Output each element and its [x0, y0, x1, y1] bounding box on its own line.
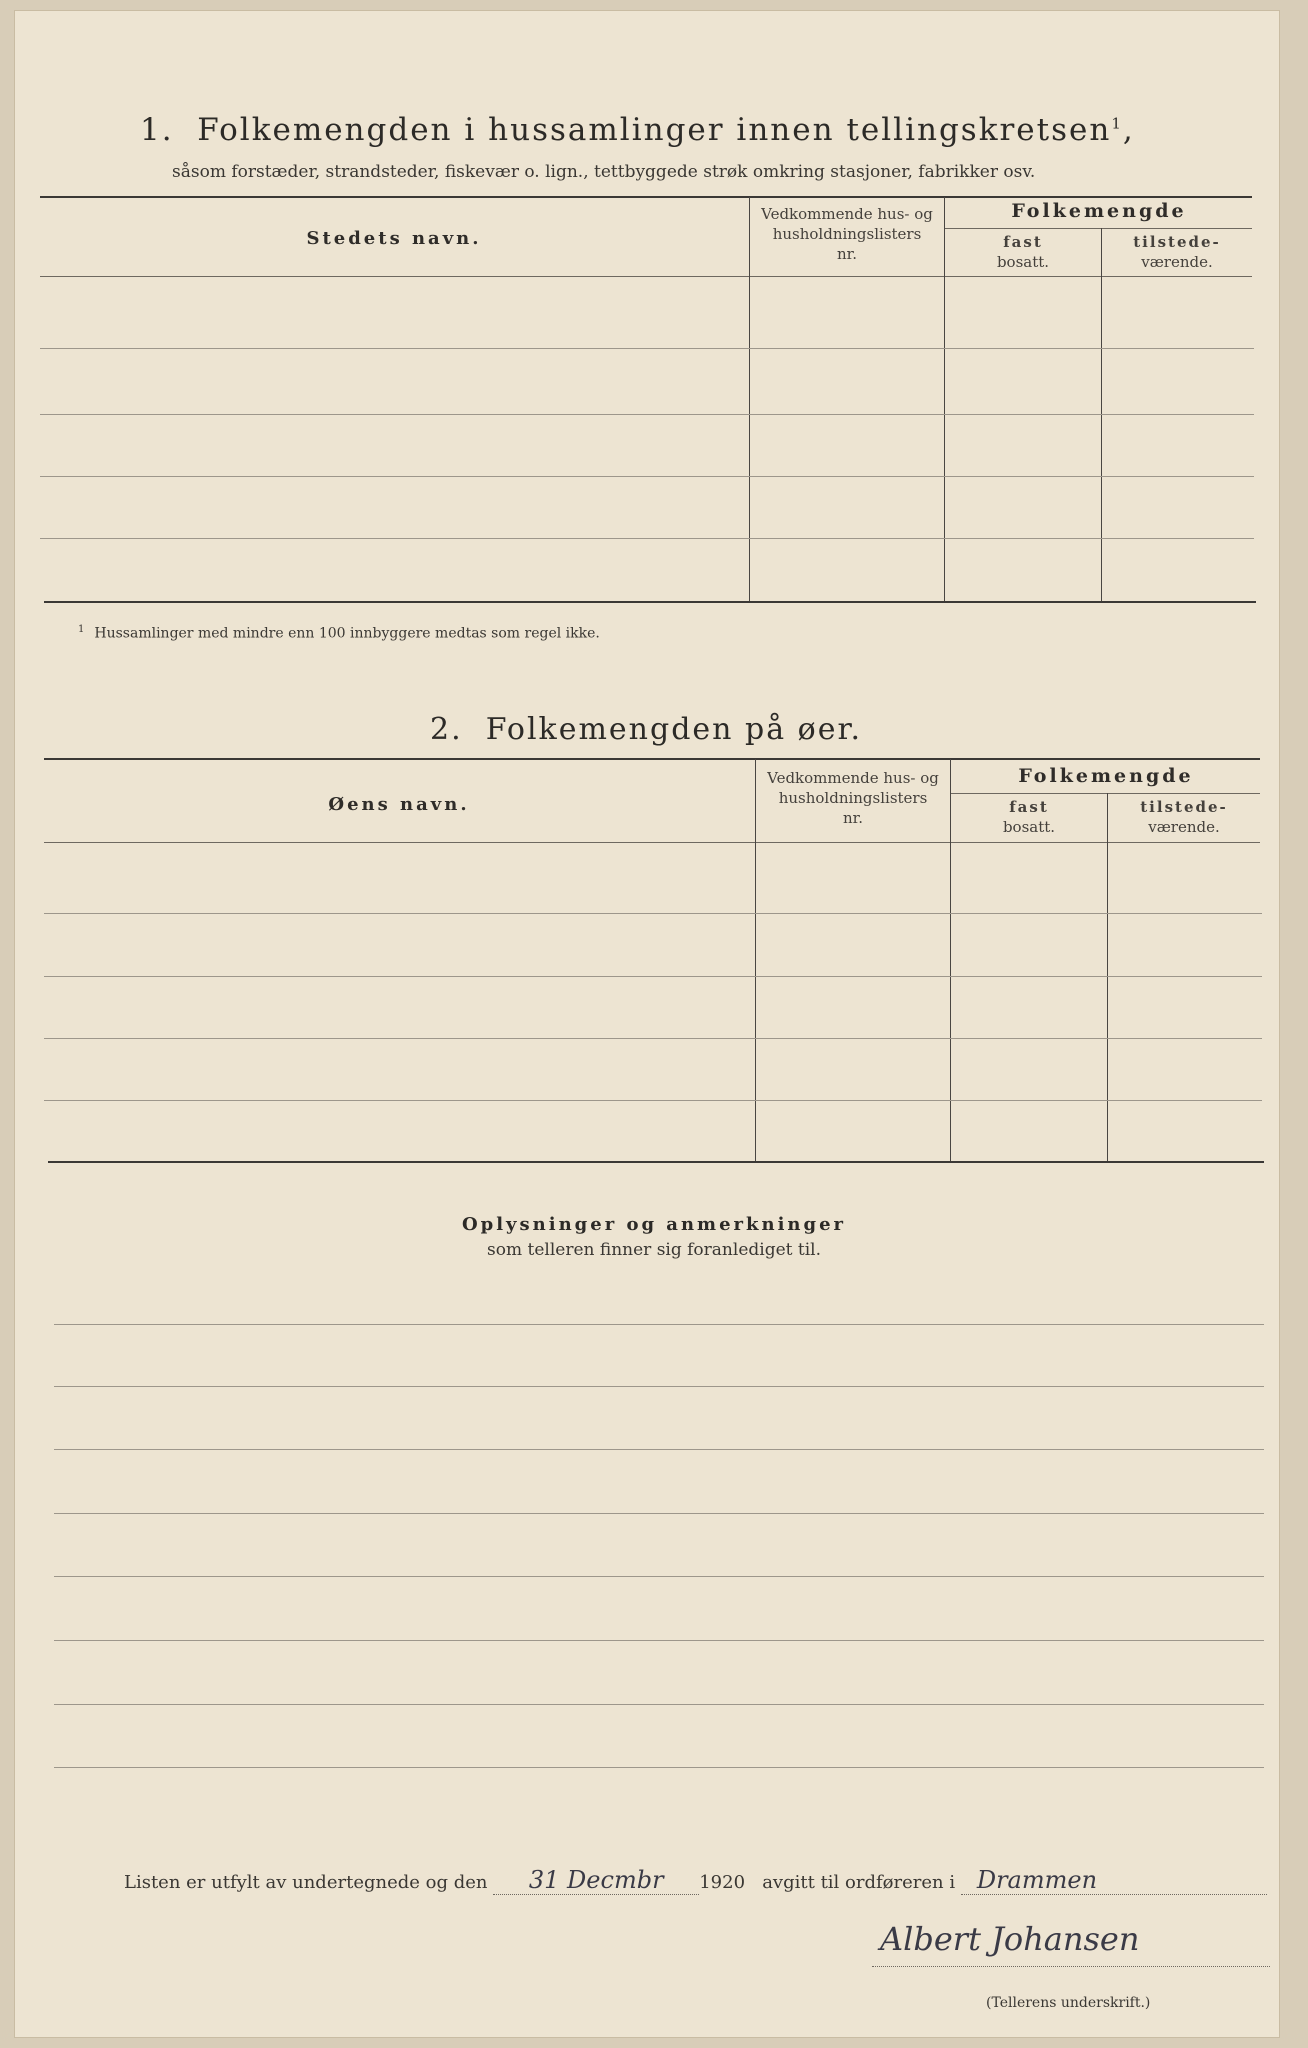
- col-header-list-number: Vedkommende hus- og husholdningslisters nr.: [761, 205, 933, 263]
- remarks-line: [54, 1576, 1264, 1577]
- col-divider: [1107, 793, 1108, 1161]
- remarks-line: [54, 1386, 1264, 1387]
- table-header-rule: [44, 842, 1260, 843]
- table-top-rule: [44, 758, 1260, 760]
- folk-subheader-rule: [944, 228, 1252, 229]
- table-bottom-rule: [44, 601, 1256, 603]
- teller-signature: Albert Johansen: [880, 1920, 1140, 1958]
- table-row-rule: [40, 348, 1254, 349]
- remarks-subheading: som telleren finner sig foranlediget til.: [487, 1240, 821, 1260]
- signature-caption: (Tellerens underskrift.): [986, 1995, 1151, 2011]
- section2-title: 2. Folkemengden på øer.: [430, 712, 863, 747]
- handwritten-date: 31 Decmbr: [493, 1866, 699, 1895]
- remarks-line: [54, 1324, 1264, 1325]
- col-header-resident: fast bosatt.: [996, 233, 1050, 271]
- col-header-island-name: Øens navn.: [328, 794, 470, 815]
- table-row-rule: [40, 476, 1254, 477]
- remarks-line: [54, 1513, 1264, 1514]
- remarks-line: [54, 1640, 1264, 1641]
- table-top-rule: [40, 196, 1252, 198]
- col-header-list-number: Vedkommende hus- og husholdningslisters nr.: [767, 769, 939, 827]
- table-row-rule: [40, 538, 1254, 539]
- col-header-present: tilstede- værende.: [1133, 233, 1221, 271]
- remarks-line: [54, 1449, 1264, 1450]
- table-bottom-rule: [48, 1161, 1264, 1163]
- col-header-population: Folkemengde: [1011, 200, 1187, 222]
- handwritten-place: Drammen: [961, 1866, 1267, 1895]
- section1-footnote: $^1$ Hussamlinger med mindre enn 100 innbyggere medtas som regel ikke.: [78, 624, 600, 642]
- remarks-heading: Oplysninger og anmerkninger: [461, 1214, 847, 1235]
- col-header-population: Folkemengde: [1018, 765, 1194, 787]
- col-header-resident: fast bosatt.: [1002, 798, 1056, 836]
- remarks-line: [54, 1767, 1264, 1768]
- table-row-rule: [40, 414, 1254, 415]
- table-row-rule: [44, 976, 1262, 977]
- signature-rule: [872, 1966, 1270, 1967]
- section1-subtitle: såsom forstæder, strandsteder, fiskevær o. lign., tettbyggede strøk omkring stasjoner, fabrikker osv.: [172, 162, 1036, 182]
- col-header-place-name: Stedets navn.: [306, 228, 482, 249]
- col-header-present: tilstede- værende.: [1140, 798, 1228, 836]
- table-row-rule: [44, 1100, 1262, 1101]
- table-row-rule: [44, 913, 1262, 914]
- footnote-mark: 1: [1111, 114, 1123, 133]
- folk-subheader-rule: [950, 793, 1260, 794]
- table-header-rule: [40, 276, 1252, 277]
- table-row-rule: [44, 1038, 1262, 1039]
- census-form-page: [14, 10, 1280, 2038]
- signature-statement: Listen er utfylt av undertegnede og den 31 Decmbr 1920 avgitt til ordføreren i Drammen: [124, 1866, 1267, 1895]
- section1-title: 1. Folkemengden i hussamlinger innen tellingskretsen$^1$,: [140, 112, 1135, 148]
- remarks-line: [54, 1704, 1264, 1705]
